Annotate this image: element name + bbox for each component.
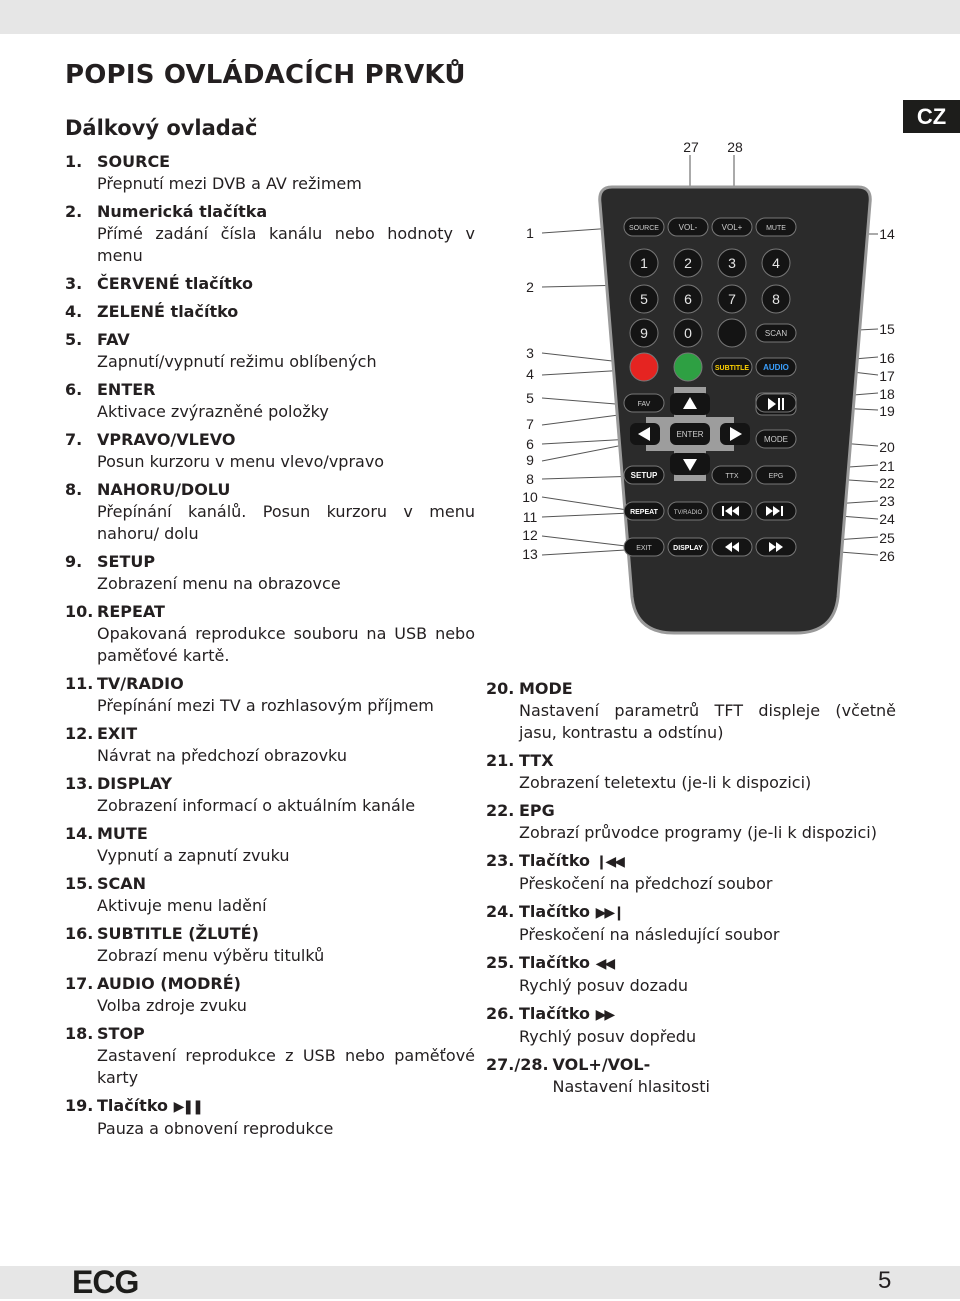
- list-item: [486, 901, 896, 946]
- callout-number: 7: [526, 416, 534, 432]
- item-name: VOL+/VOL-: [552, 1055, 651, 1074]
- item-name: Tlačítko ◀◀: [519, 953, 614, 972]
- media-glyph-icon: ▶▶: [595, 1007, 614, 1023]
- display-button-label: DISPLAY: [673, 545, 703, 552]
- callout-number: 15: [879, 321, 895, 337]
- callout-number: 24: [879, 511, 895, 527]
- list-item: [486, 1054, 896, 1098]
- language-badge: CZ: [903, 100, 960, 133]
- item-name: TV/RADIO: [97, 674, 184, 693]
- callout-number: 1: [526, 225, 534, 241]
- item-description: Přeskočení na předchozí soubor: [519, 874, 773, 893]
- media-glyph-icon: ◀◀: [595, 956, 614, 972]
- item-number: 4.: [65, 302, 83, 321]
- callout-number: 21: [879, 458, 895, 474]
- item-number: 19.: [65, 1096, 94, 1115]
- page-number: 5: [878, 1267, 892, 1294]
- item-number: 15.: [65, 874, 94, 893]
- item-name: Tlačítko ▶❚❚: [97, 1096, 202, 1115]
- digit-1-button-label: 1: [640, 255, 648, 271]
- subtitle-button-label: SUBTITLE: [714, 365, 750, 372]
- blank-button[interactable]: [718, 319, 746, 347]
- list-item: [65, 723, 475, 767]
- item-description: Aktivuje menu ladění: [97, 896, 267, 915]
- callout-number: 2: [526, 279, 534, 295]
- item-name: Tlačítko ▶▶❙: [519, 902, 623, 921]
- digit-5-button-label: 5: [640, 291, 648, 307]
- green-button[interactable]: [674, 353, 702, 381]
- list-item: [486, 750, 896, 794]
- item-number: 12.: [65, 724, 94, 743]
- callout-number: 19: [879, 403, 895, 419]
- source-button-label: SOURCE: [629, 225, 659, 232]
- item-number: 17.: [65, 974, 94, 993]
- fav-button-label: FAV: [637, 401, 651, 408]
- item-number: 3.: [65, 274, 83, 293]
- item-description: Opakovaná reprodukce souboru na USB nebo paměťové kartě.: [97, 624, 475, 665]
- callout-number: 22: [879, 475, 895, 491]
- red-button[interactable]: [630, 353, 658, 381]
- item-number: 6.: [65, 380, 83, 399]
- item-number: 20.: [486, 679, 515, 698]
- mode-button-label: MODE: [764, 435, 788, 444]
- scan-button-label: SCAN: [764, 329, 788, 338]
- digit-4-button-label: 4: [772, 255, 780, 271]
- ttx-button-label: TTX: [725, 473, 739, 480]
- callout-number: 14: [879, 226, 895, 242]
- item-number: 27./28.: [486, 1055, 549, 1074]
- item-name: STOP: [97, 1024, 145, 1043]
- epg-button-label: EPG: [768, 473, 784, 480]
- media-glyph-icon: ▶❚❚: [173, 1099, 202, 1115]
- item-number: 22.: [486, 801, 515, 820]
- mute-button-label: MUTE: [766, 225, 786, 232]
- digit-3-button-label: 3: [728, 255, 736, 271]
- digit-0-button-label: 0: [684, 325, 692, 341]
- item-name: SUBTITLE (ŽLUTÉ): [97, 924, 259, 943]
- callout-number: 16: [879, 350, 895, 366]
- section-title: Dálkový ovladač: [65, 116, 258, 140]
- list-item: [65, 1023, 475, 1089]
- list-item: [486, 800, 896, 844]
- item-number: 10.: [65, 602, 94, 621]
- item-description: Zobrazí menu výběru titulků: [97, 946, 325, 965]
- list-item: [65, 773, 475, 817]
- item-description: Nastavení parametrů TFT displeje (včetně jasu, kontrastu a odstínu): [519, 701, 896, 742]
- item-number: 23.: [486, 851, 515, 870]
- list-item: [65, 551, 475, 595]
- media-glyph-icon: ❙◀◀: [595, 854, 623, 870]
- item-number: 25.: [486, 953, 515, 972]
- header-bar: [0, 0, 960, 34]
- callout-number: 18: [879, 386, 895, 402]
- list-item: [65, 973, 475, 1017]
- digit-8-button-label: 8: [772, 291, 780, 307]
- item-number: 1.: [65, 152, 83, 171]
- callout-number: 13: [522, 546, 538, 562]
- item-name: REPEAT: [97, 602, 165, 621]
- list-item: [486, 952, 896, 997]
- item-description: Rychlý posuv dozadu: [519, 976, 689, 995]
- item-name: SCAN: [97, 874, 147, 893]
- item-number: 7.: [65, 430, 83, 449]
- item-description: Přímé zadání čísla kanálu nebo hodnoty v menu: [97, 224, 475, 265]
- item-number: 14.: [65, 824, 94, 843]
- digit-6-button-label: 6: [684, 291, 692, 307]
- item-description: Posun kurzoru v menu vlevo/vpravo: [97, 452, 385, 471]
- callout-number: 25: [879, 530, 895, 546]
- item-number: 13.: [65, 774, 94, 793]
- vol-minus-button-label: VOL-: [678, 223, 698, 232]
- callout-number: 10: [522, 489, 538, 505]
- item-description: Rychlý posuv dopředu: [519, 1027, 697, 1046]
- item-name: EXIT: [97, 724, 138, 743]
- item-number: 18.: [65, 1024, 94, 1043]
- item-name: TTX: [519, 751, 554, 770]
- item-name: MODE: [519, 679, 573, 698]
- item-name: ENTER: [97, 380, 156, 399]
- list-item: [65, 823, 475, 867]
- item-description: Přeskočení na následující soubor: [519, 925, 780, 944]
- digit-7-button-label: 7: [728, 291, 736, 307]
- item-name: ČERVENÉ tlačítko: [97, 274, 253, 293]
- item-description: Vypnutí a zapnutí zvuku: [97, 846, 290, 865]
- list-item: [65, 923, 475, 967]
- item-number: 21.: [486, 751, 515, 770]
- list-item: [65, 673, 475, 717]
- callout-number: 11: [522, 509, 538, 525]
- callout-number: 26: [879, 548, 895, 564]
- repeat-button-label: REPEAT: [630, 509, 658, 516]
- item-number: 11.: [65, 674, 94, 693]
- callout-number: 4: [526, 366, 534, 382]
- callout-number: 8: [526, 471, 534, 487]
- list-item: [65, 379, 475, 423]
- item-name: SETUP: [97, 552, 156, 571]
- item-name: AUDIO (MODRÉ): [97, 974, 241, 993]
- item-name: DISPLAY: [97, 774, 173, 793]
- item-description: Zobrazí průvodce programy (je-li k dispozici): [519, 823, 877, 842]
- list-item: [486, 1003, 896, 1048]
- list-item: [65, 601, 475, 667]
- digit-9-button-label: 9: [640, 325, 648, 341]
- item-description: Zapnutí/vypnutí režimu oblíbených: [97, 352, 377, 371]
- item-name: Tlačítko ❙◀◀: [519, 851, 623, 870]
- list-item: [65, 429, 475, 473]
- item-description: Nastavení hlasitosti: [552, 1077, 710, 1096]
- play-pause-button[interactable]: [756, 394, 796, 412]
- footer-bar: [0, 1266, 960, 1299]
- item-description: Návrat na předchozí obrazovku: [97, 746, 347, 765]
- callout-number: 9: [526, 452, 534, 468]
- item-description: Zastavení reprodukce z USB nebo paměťové karty: [97, 1046, 475, 1087]
- item-number: 5.: [65, 330, 83, 349]
- item-name: NAHORU/DOLU: [97, 480, 231, 499]
- enter-label: ENTER: [676, 430, 704, 439]
- callout-number: 3: [526, 345, 534, 361]
- list-item: [486, 678, 896, 744]
- callout-number: 12: [522, 527, 538, 543]
- item-number: 2.: [65, 202, 83, 221]
- item-name: SOURCE: [97, 152, 171, 171]
- callout-number: 28: [727, 139, 743, 155]
- list-item: [486, 850, 896, 895]
- page-title: POPIS OVLÁDACÍCH PRVKŮ: [65, 60, 466, 90]
- remote-diagram: [520, 135, 900, 665]
- exit-button-label: EXIT: [636, 545, 652, 552]
- item-name: Tlačítko ▶▶: [519, 1004, 614, 1023]
- item-name: VPRAVO/VLEVO: [97, 430, 236, 449]
- item-number: 9.: [65, 552, 83, 571]
- list-item: [65, 329, 475, 373]
- item-number: 24.: [486, 902, 515, 921]
- callout-number: 5: [526, 390, 534, 406]
- callout-number: 17: [879, 368, 895, 384]
- item-description: Přepnutí mezi DVB a AV režimem: [97, 174, 362, 193]
- item-name: Numerická tlačítka: [97, 202, 268, 221]
- item-description: Aktivace zvýrazněné položky: [97, 402, 329, 421]
- brand-logo: ECG: [72, 1264, 139, 1300]
- callout-number: 6: [526, 436, 534, 452]
- item-description: Zobrazení teletextu (je-li k dispozici): [519, 773, 812, 792]
- item-name: EPG: [519, 801, 555, 820]
- callout-number: 27: [683, 139, 699, 155]
- list-item: [65, 301, 475, 323]
- list-item: [65, 873, 475, 917]
- list-item: [65, 273, 475, 295]
- item-description: Volba zdroje zvuku: [97, 996, 247, 1015]
- item-description: Přepínání mezi TV a rozhlasovým příjmem: [97, 696, 434, 715]
- item-name: FAV: [97, 330, 130, 349]
- item-number: 16.: [65, 924, 94, 943]
- item-description: Zobrazení informací o aktuálním kanále: [97, 796, 416, 815]
- digit-2-button-label: 2: [684, 255, 692, 271]
- callout-number: 23: [879, 493, 895, 509]
- item-name: ZELENÉ tlačítko: [97, 302, 239, 321]
- setup-button-label: SETUP: [630, 471, 658, 480]
- item-number: 8.: [65, 480, 83, 499]
- callout-number: 20: [879, 439, 895, 455]
- list-item: [65, 201, 475, 267]
- list-item: [65, 1095, 475, 1140]
- vol-plus-button-label: VOL+: [721, 223, 743, 232]
- list-item: [65, 151, 475, 195]
- control-list-left: [65, 151, 475, 1140]
- media-glyph-icon: ▶▶❙: [595, 905, 623, 921]
- item-description: Pauza a obnovení reprodukce: [97, 1119, 334, 1138]
- control-list-right: [486, 678, 896, 1098]
- item-number: 26.: [486, 1004, 515, 1023]
- tv-radio-button-label: TV/RADIO: [673, 510, 703, 516]
- item-description: Přepínání kanálů. Posun kurzoru v menu nahoru/ dolu: [97, 502, 475, 543]
- list-item: [65, 479, 475, 545]
- audio-button-label: AUDIO: [763, 363, 789, 372]
- item-description: Zobrazení menu na obrazovce: [97, 574, 341, 593]
- item-name: MUTE: [97, 824, 148, 843]
